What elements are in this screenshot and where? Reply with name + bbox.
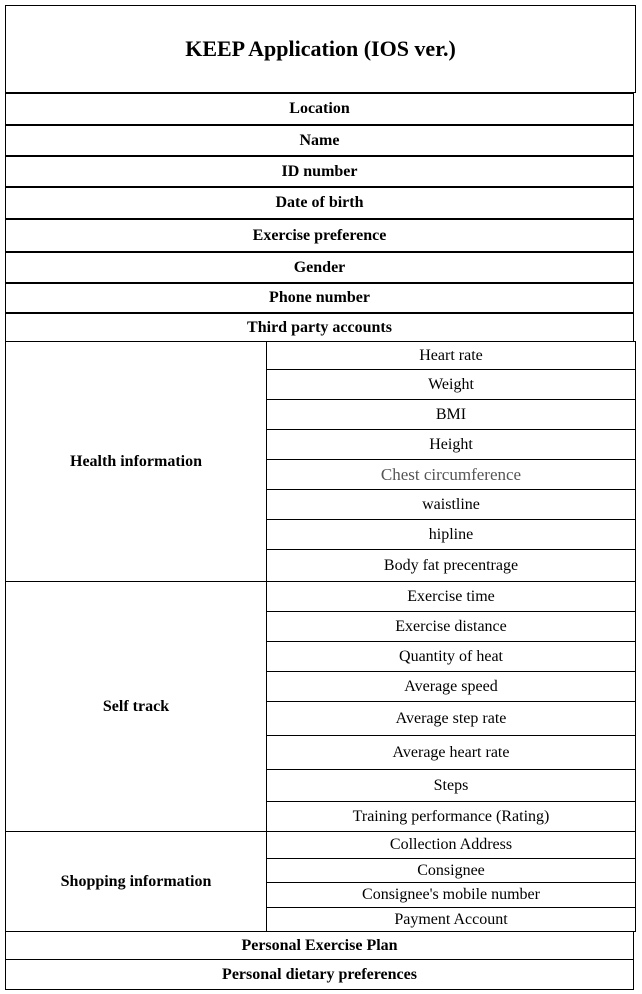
item-exercise-time: Exercise time xyxy=(266,581,636,612)
item-consignee-mobile-number: Consignee's mobile number xyxy=(266,882,636,908)
row-third-party-accounts: Third party accounts xyxy=(5,313,634,342)
row-phone-number: Phone number xyxy=(5,283,634,313)
item-average-speed: Average speed xyxy=(266,671,636,702)
table-title: KEEP Application (IOS ver.) xyxy=(5,5,636,93)
row-personal-dietary-preferences: Personal dietary preferences xyxy=(5,959,634,990)
item-quantity-of-heat: Quantity of heat xyxy=(266,641,636,672)
item-consignee: Consignee xyxy=(266,858,636,883)
item-bmi: BMI xyxy=(266,399,636,430)
item-height: Height xyxy=(266,429,636,460)
item-collection-address: Collection Address xyxy=(266,831,636,859)
group-self-track xyxy=(5,581,636,832)
item-chest-circumference: Chest circumference xyxy=(266,459,636,490)
item-hipline: hipline xyxy=(266,519,636,550)
item-training-performance: Training performance (Rating) xyxy=(266,801,636,832)
item-waistline: waistline xyxy=(266,489,636,520)
row-personal-exercise-plan: Personal Exercise Plan xyxy=(5,931,634,960)
item-steps: Steps xyxy=(266,769,636,802)
group-label-health-information: Health information xyxy=(5,341,267,582)
row-exercise-preference: Exercise preference xyxy=(5,219,634,252)
group-label-shopping-information: Shopping information xyxy=(5,831,267,932)
data-table xyxy=(5,5,636,990)
row-name: Name xyxy=(5,125,634,156)
row-date-of-birth: Date of birth xyxy=(5,187,634,219)
row-id-number: ID number xyxy=(5,156,634,187)
item-exercise-distance: Exercise distance xyxy=(266,611,636,642)
item-average-heart-rate: Average heart rate xyxy=(266,735,636,770)
row-gender: Gender xyxy=(5,252,634,283)
item-heart-rate: Heart rate xyxy=(266,341,636,370)
item-payment-account: Payment Account xyxy=(266,907,636,932)
group-label-self-track: Self track xyxy=(5,581,267,832)
group-shopping-information xyxy=(5,831,636,932)
group-health-information xyxy=(5,341,636,582)
item-average-step-rate: Average step rate xyxy=(266,701,636,736)
item-weight: Weight xyxy=(266,369,636,400)
item-body-fat-percentage: Body fat precentrage xyxy=(266,549,636,582)
row-location: Location xyxy=(5,93,634,125)
